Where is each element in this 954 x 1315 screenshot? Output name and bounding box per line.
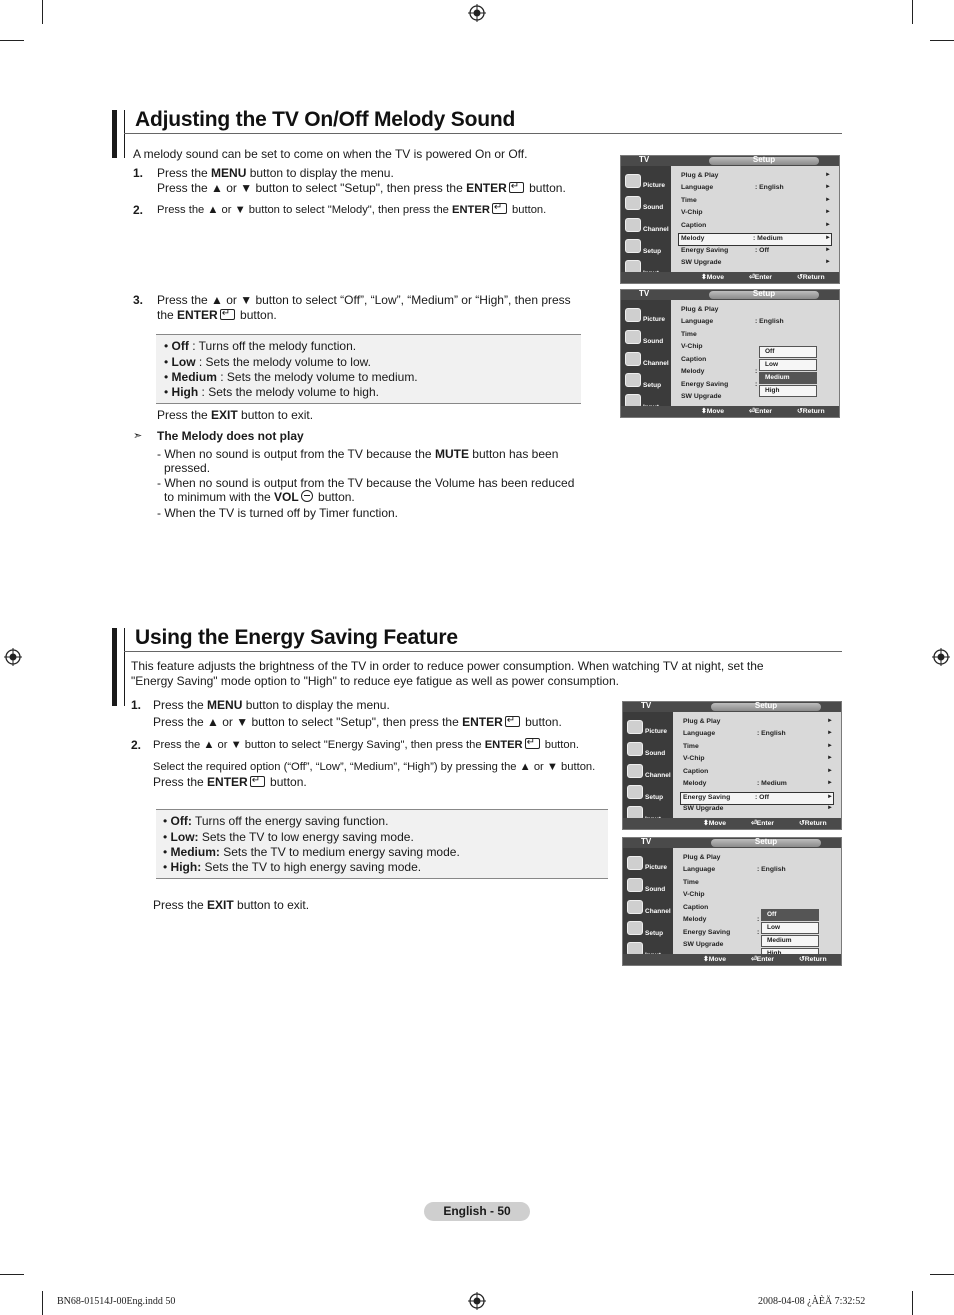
step-number: 1. bbox=[133, 166, 144, 180]
sound-icon bbox=[627, 878, 643, 892]
note-line: - When no sound is output from the TV because the Volume has been reduced bbox=[157, 476, 575, 490]
note-line: - When the TV is turned off by Timer function. bbox=[157, 506, 399, 520]
registration-mark-icon bbox=[468, 1292, 486, 1310]
step-text: Press the ▲ or ▼ button to select "Melody", then press the ENTER↵ button. bbox=[157, 203, 546, 218]
volume-minus-icon bbox=[301, 490, 313, 502]
melody-dropdown: Off Low Medium High bbox=[759, 345, 817, 397]
tv-sidebar: Picture Sound Channel Setup bbox=[623, 712, 673, 818]
section-bar bbox=[124, 628, 125, 706]
option-item: • High: Sets the TV to high energy saving mode. bbox=[163, 860, 422, 874]
option-item: • Medium : Sets the melody volume to medium. bbox=[164, 370, 418, 384]
setup-icon bbox=[625, 239, 641, 253]
channel-icon bbox=[625, 352, 641, 366]
tv-menu-screenshot: TV Setup Picture Sound Channel Setup Plug & Play Language : English Time V-Chip Caption Melody : Energy Saving : SW Upgrade Off Low Medium ⬍ Move ⏎ Enter ↺ Return bbox=[622, 837, 842, 966]
option-item: • Medium: Sets the TV to medium energy saving mode. bbox=[163, 845, 460, 859]
page-number: English - 50 bbox=[424, 1202, 530, 1221]
picture-icon bbox=[627, 720, 643, 734]
channel-icon bbox=[627, 900, 643, 914]
tv-sidebar: Picture Sound Channel Setup bbox=[621, 300, 671, 406]
exit-text: Press the EXIT button to exit. bbox=[157, 408, 314, 422]
note-title: The Melody does not play bbox=[157, 429, 304, 443]
enter-icon bbox=[492, 203, 507, 214]
option-item: • Off : Turns off the melody function. bbox=[164, 339, 357, 353]
step-text: Press the ▲ or ▼ button to select "Energy Saving", then press the ENTER↵ button. bbox=[153, 738, 579, 753]
energy-saving-dropdown: Off Low Medium bbox=[761, 908, 819, 960]
tv-label: TV bbox=[641, 701, 652, 710]
step-number: 2. bbox=[131, 738, 142, 752]
crop-mark bbox=[912, 1291, 913, 1315]
tv-label: TV bbox=[639, 289, 650, 298]
option-item: • Low: Sets the TV to low energy saving mode. bbox=[163, 830, 414, 844]
step-text: Press the MENU button to display the menu. bbox=[153, 698, 390, 712]
intro-text: This feature adjusts the brightness of the TV in order to reduce power consumption. When watching TV at night, set the bbox=[131, 659, 764, 673]
title-rule bbox=[124, 651, 842, 652]
tv-label: TV bbox=[639, 155, 650, 164]
step-number: 1. bbox=[131, 698, 142, 712]
print-slug: 2008-04-08 ¿ÀÈÄ 7:32:52 bbox=[758, 1296, 866, 1307]
option-item: • Low : Sets the melody volume to low. bbox=[164, 355, 371, 369]
setup-icon bbox=[625, 373, 641, 387]
crop-mark bbox=[912, 0, 913, 24]
registration-mark-icon bbox=[932, 648, 950, 666]
page-title: Using the Energy Saving Feature bbox=[135, 626, 458, 649]
step-number: 2. bbox=[133, 203, 144, 217]
section-bar bbox=[124, 110, 125, 158]
channel-icon bbox=[625, 218, 641, 232]
setup-icon bbox=[627, 785, 643, 799]
sound-icon bbox=[627, 742, 643, 756]
step-text: Press the ▲ or ▼ button to select “Off”, “Low”, “Medium” or “High”, then press bbox=[157, 293, 571, 307]
crop-mark bbox=[930, 1274, 954, 1275]
tv-menu-screenshot: TV Setup Picture Sound Channel Setup Plug & Play ► Language : English ► Time ► V-Chip ► Caption ► Melody : Medium ► Energy Saving : Off ► SW Upgrade ► ⬍ Move ⏎ Enter ↺ Return bbox=[622, 701, 842, 830]
section-bar bbox=[112, 110, 117, 158]
print-slug: BN68-01514J-00Eng.indd 50 bbox=[57, 1296, 176, 1307]
step-text: Press the ▲ or ▼ button to select "Setup", then press the ENTER↵ button. bbox=[157, 181, 566, 196]
intro-text: A melody sound can be set to come on when the TV is powered On or Off. bbox=[133, 147, 528, 161]
page-title: Adjusting the TV On/Off Melody Sound bbox=[135, 108, 516, 131]
intro-text: "Energy Saving" mode option to "High" to reduce eye fatigue as well as power consumption. bbox=[131, 674, 619, 688]
title-rule bbox=[124, 133, 842, 134]
note-line: to minimum with the VOL button. bbox=[164, 490, 355, 504]
tv-menu-screenshot: TV Setup Picture Sound Channel Setup Plug & Play Language : English Time V-Chip Caption Melody : Energy Saving : SW Upgrade Off Low Medium High ⬍ Move ⏎ Enter ↺ Return bbox=[620, 289, 840, 418]
registration-mark-icon bbox=[4, 648, 22, 666]
tv-sidebar: Picture Sound Channel Setup bbox=[621, 166, 671, 272]
channel-icon bbox=[627, 764, 643, 778]
registration-mark-icon bbox=[468, 4, 486, 22]
crop-mark bbox=[42, 1291, 43, 1315]
setup-icon bbox=[627, 921, 643, 935]
crop-mark bbox=[0, 1274, 24, 1275]
enter-icon bbox=[505, 716, 520, 727]
tv-menu-screenshot: TV Setup Picture Sound Channel Setup Plug & Play ► Language : English ► Time ► V-Chip ► Caption ► Melody : Medium ► Energy Saving : Off ► SW Upgrade ► ⬍ Move ⏎ Enter ↺ Return bbox=[620, 155, 840, 284]
section-bar bbox=[112, 628, 117, 706]
note-arrow-icon: ➣ bbox=[133, 430, 143, 442]
crop-mark bbox=[930, 40, 954, 41]
sound-icon bbox=[625, 196, 641, 210]
option-item: • High : Sets the melody volume to high. bbox=[164, 385, 379, 399]
step-number: 3. bbox=[133, 293, 144, 307]
picture-icon bbox=[625, 308, 641, 322]
picture-icon bbox=[627, 856, 643, 870]
note-line: - When no sound is output from the TV because the MUTE button has been bbox=[157, 447, 559, 461]
step-text: Press the ENTER↵ button. bbox=[153, 775, 307, 790]
sound-icon bbox=[625, 330, 641, 344]
step-text: Press the ▲ or ▼ button to select "Setup", then press the ENTER↵ button. bbox=[153, 715, 562, 730]
crop-mark bbox=[42, 0, 43, 24]
option-item: • Off: Turns off the energy saving function. bbox=[163, 814, 389, 828]
enter-icon bbox=[220, 309, 235, 320]
step-text: Select the required option (“Off”, “Low”, “Medium”, “High”) by pressing the ▲ or ▼ button. bbox=[153, 761, 596, 773]
picture-icon bbox=[625, 174, 641, 188]
note-line: pressed. bbox=[164, 461, 211, 475]
tv-sidebar: Picture Sound Channel Setup bbox=[623, 848, 673, 954]
tv-label: TV bbox=[641, 837, 652, 846]
enter-icon bbox=[250, 776, 265, 787]
step-text: the ENTER↵ button. bbox=[157, 308, 277, 323]
enter-icon bbox=[525, 738, 540, 749]
enter-icon bbox=[509, 182, 524, 193]
step-text: Press the MENU button to display the menu. bbox=[157, 166, 394, 180]
exit-text: Press the EXIT button to exit. bbox=[153, 898, 310, 912]
crop-mark bbox=[0, 40, 24, 41]
